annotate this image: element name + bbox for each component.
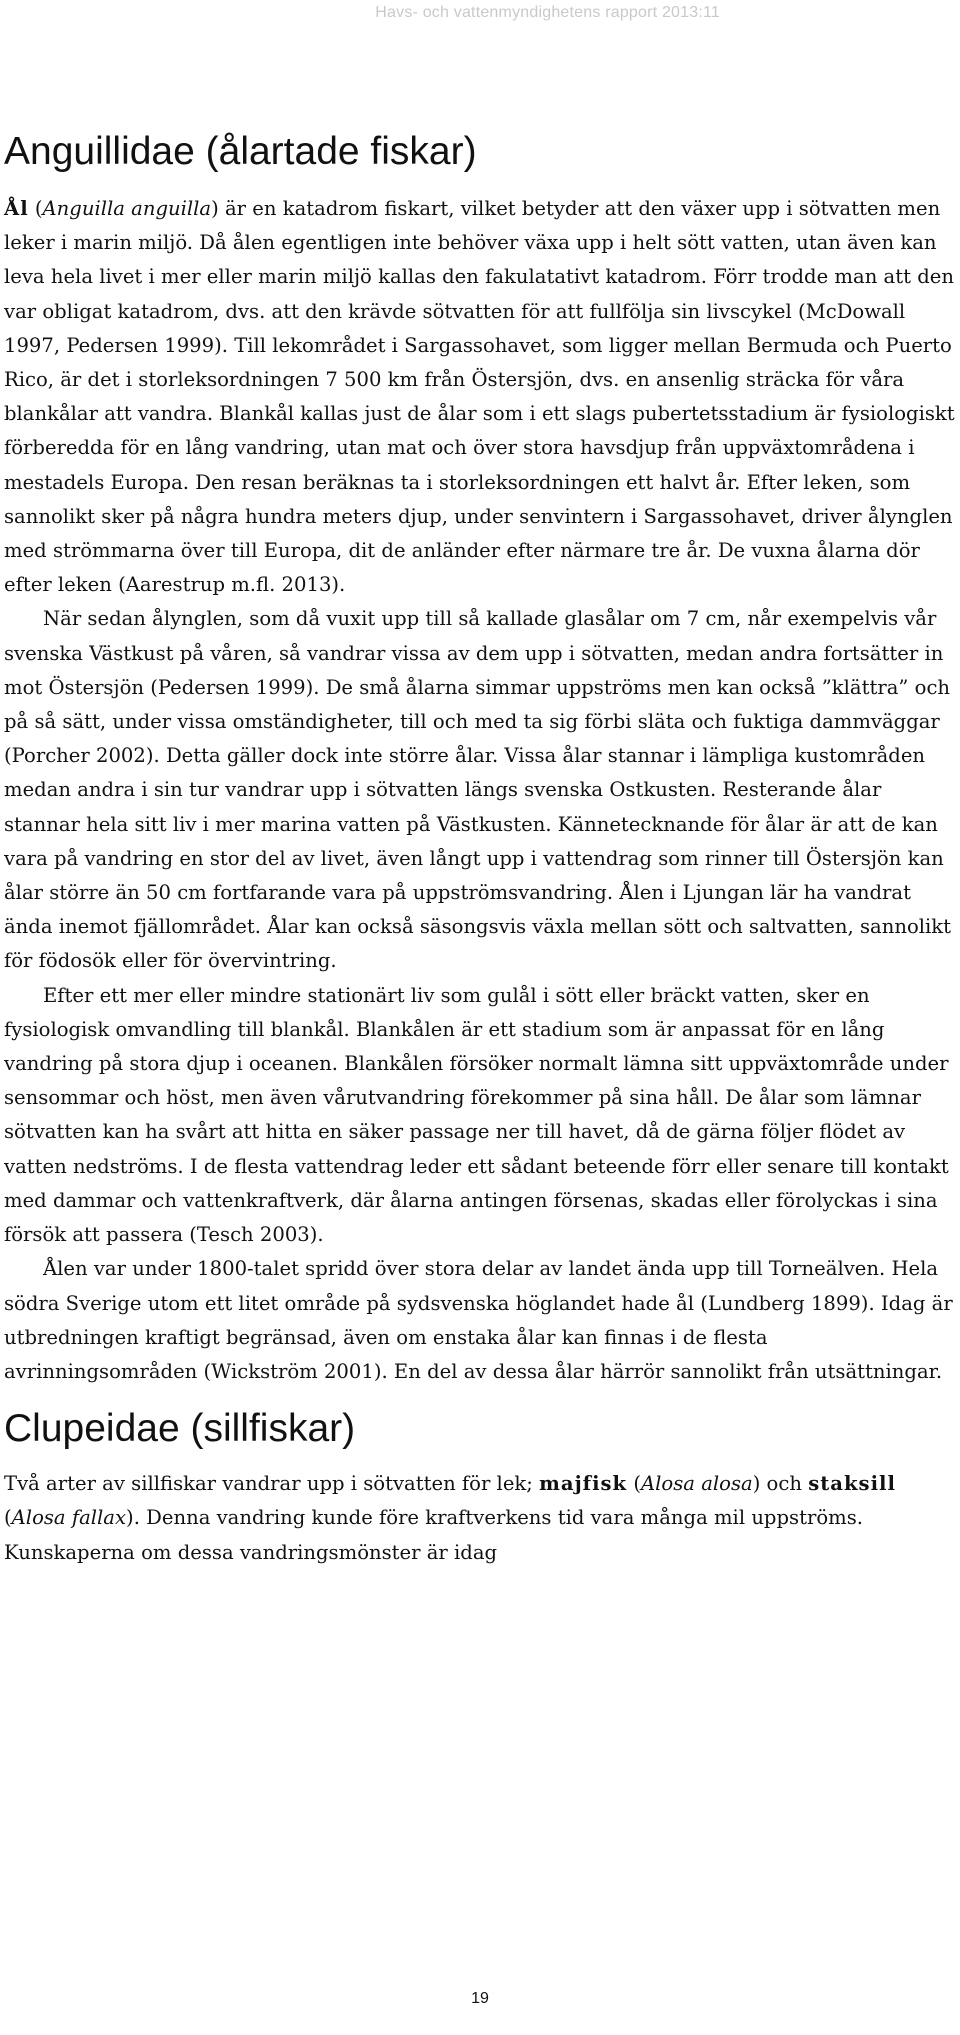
section-heading: Clupeidae (sillfiskar) — [4, 1407, 356, 1451]
paragraph — [4, 192, 956, 602]
paren-text: ( — [627, 1472, 642, 1496]
body-text: Två arter av sillfiskar vandrar upp i sötvatten för lek; — [4, 1472, 540, 1496]
paragraph: Efter ett mer eller mindre stationärt liv som gulål i sött eller bräckt vatten, sker en fysiologisk omvandling till blankål. Blankålen är ett stadium som är anpassat för en lång vandring på stora djup i oceanen. Blankålen försöker normalt lämna sitt uppväxtområde under sensommar och höst, men även vårutvandring förekommer på sina håll. De ålar som lämnar sötvatten kan ha svårt att hitta en säker passage ner till havet, då de gärna följer flödet av vatten nedströms. I de flesta vattendrag leder ett sådant beteende förr eller senare till kontakt med dammar och vattenkraftverk, där ålarna antingen försenas, skadas eller förolyckas i sina försök att passera (Tesch 2003). — [4, 983, 949, 1247]
body-text: ) är en katadrom fiskart, vilket betyder att den växer upp i sötvatten men leker i marin miljö. Då ålen egentligen inte behöver växa upp i helt sött vatten, utan även kan leva hela livet i mer eller marin miljö kallas den fakulatativt katadrom. Förr trodde man att den var obligat katadrom, dvs. att den krävde sötvatten för att fullfölja sin livscykel (McDowall 1997, Pedersen 1999). Till lekområdet i Sargassohavet, som ligger mellan Bermuda och Puerto Rico, är det i storleksordningen 7 500 km från Östersjön, dvs. en ansenlig sträcka för våra blankålar att vandra. Blankål kallas just de ålar som i ett slags pubertetsstadium är fysiologiskt förberedda för en lång vandring, utan mat och över stora havsdjup från uppväxtområdena i mestadels Europa. Den resan beräknas ta i storleksordningen ett halvt år. Efter leken, som sannolikt sker på några hundra meters djup, under senvintern i Sargassohavet, driver ålynglen med strömmarna över till Europa, dit de anländer efter närmare tre år. De vuxna ålarna dör efter leken (Aarestrup m.fl. 2013). — [4, 197, 955, 597]
latin-name: Alosa fallax — [11, 1506, 127, 1530]
running-header: Havs- och vattenmyndighetens rapport 2013:11 — [375, 4, 720, 21]
species-term: staksill — [808, 1472, 896, 1496]
species-term: majfisk — [539, 1472, 628, 1496]
species-term: Ål — [4, 197, 29, 220]
paragraph — [4, 1467, 956, 1570]
page-number: 19 — [471, 1990, 489, 2007]
paragraph: När sedan ålynglen, som då vuxit upp till så kallade glasålar om 7 cm, når exempelvis vår svenska Västkust på våren, så vandrar vissa av dem upp i sötvatten, medan andra fortsätter in mot Östersjön (Pedersen 1999). De små ålarna simmar uppströms men kan också ”klättra” och på så sätt, under vissa omständigheter, till och med ta sig förbi släta och fuktiga dammväggar (Porcher 2002). Detta gäller dock inte större ålar. Vissa ålar stannar i lämpliga kustområden medan andra i sin tur vandrar upp i sötvatten längs svenska Ostkusten. Resterande ålar stannar hela sitt liv i mer marina vatten på Västkusten. Kännetecknande för ålar är att de kan vara på vandring en stor del av livet, även långt upp i vattendrag som rinner till Östersjön kan ålar större än 50 cm fortfarande vara på uppströmsvandring. Ålen i Ljungan lär ha vandrat ända inemot fjällområdet. Ålar kan också säsongsvis växla mellan sött och saltvatten, sannolikt för födosök eller för övervintring. — [4, 607, 952, 973]
body-text: ). Denna vandring kunde före kraftverkens tid vara många mil uppströms. Kunskaperna om dessa vandringsmönster är idag — [4, 1506, 863, 1564]
body-text: ) och — [752, 1472, 809, 1496]
latin-name: Anguilla anguilla — [42, 197, 212, 220]
page-content — [4, 130, 956, 1570]
latin-name: Alosa alosa — [641, 1472, 753, 1496]
paragraph: Ålen var under 1800-talet spridd över stora delar av landet ända upp till Torneälven. Hela södra Sverige utom ett litet område på sydsvenska höglandet hade ål (Lundberg 1899). Idag är utbredningen kraftigt begränsad, även om enstaka ålar kan finnas i de flesta avrinningsområden (Wickström 2001). En del av dessa ålar härrör sannolikt från utsättningar. — [4, 1257, 953, 1383]
paren-text: ( — [28, 197, 43, 220]
section-anguillidae — [4, 130, 956, 1389]
paren-text: ( — [4, 1506, 12, 1530]
section-clupeidae — [4, 1407, 956, 1570]
section-heading: Anguillidae (ålartade fiskar) — [4, 130, 477, 173]
